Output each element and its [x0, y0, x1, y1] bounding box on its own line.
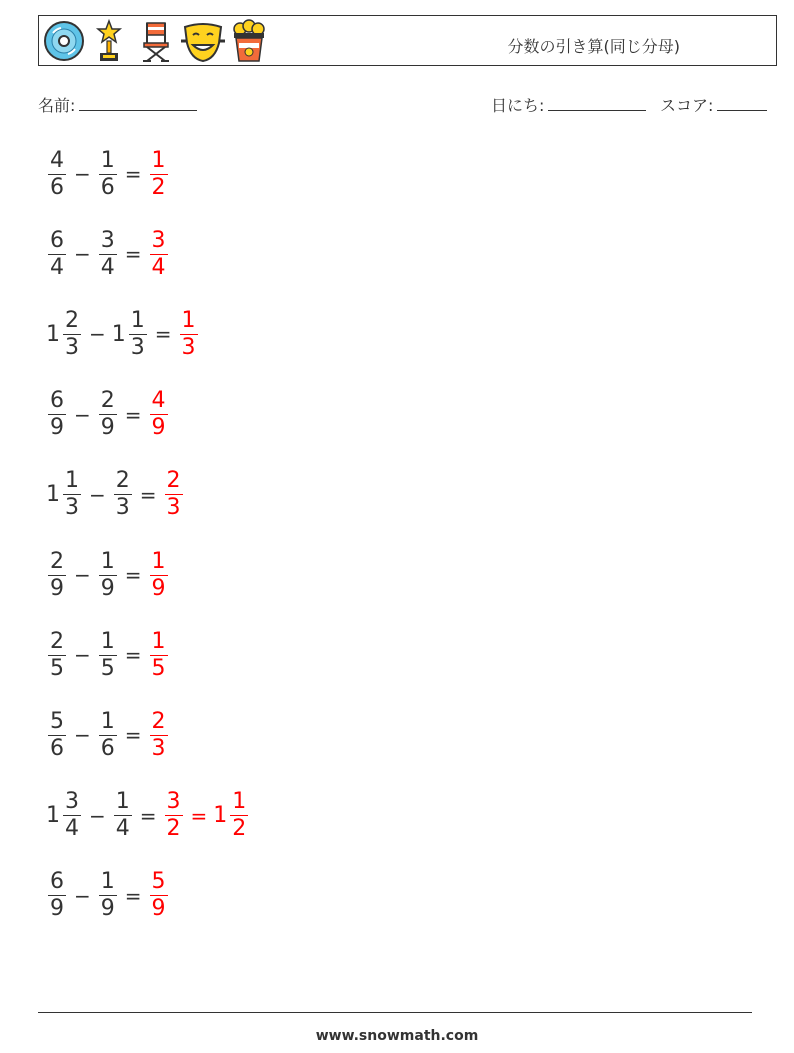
numerator: 2 — [50, 628, 64, 654]
star-trophy-icon — [89, 19, 133, 63]
theater-mask-icon — [181, 19, 225, 63]
equals-sign: = — [124, 723, 142, 748]
date-blank[interactable] — [548, 109, 646, 111]
denominator: 9 — [50, 575, 64, 601]
answer-fraction — [165, 789, 183, 842]
minus-sign: − — [74, 242, 91, 267]
cd-disc-icon — [43, 19, 87, 63]
date-field — [491, 93, 646, 116]
first-whole-number: 1 — [46, 803, 60, 829]
first-whole-number: 1 — [46, 321, 60, 347]
score-field — [660, 93, 767, 116]
first-fraction — [63, 308, 81, 361]
answer — [148, 869, 170, 922]
numerator: 5 — [50, 708, 64, 734]
first-fraction — [48, 709, 66, 762]
second-fraction — [99, 549, 117, 602]
denominator: 9 — [100, 415, 115, 441]
equals-sign: = — [124, 162, 142, 186]
numerator: 3 — [65, 789, 79, 815]
numerator: 4 — [50, 147, 64, 173]
answer — [163, 789, 251, 842]
problem-row — [46, 545, 170, 605]
numerator: 1 — [100, 869, 115, 895]
numerator: 3 — [166, 789, 181, 815]
equals-sign: = — [154, 322, 172, 347]
minus-sign: − — [74, 723, 91, 748]
second-fraction — [114, 468, 132, 521]
first-fraction — [48, 869, 66, 922]
numerator: 6 — [50, 227, 64, 253]
numerator: 5 — [151, 869, 166, 895]
score-label: スコア: — [660, 96, 714, 115]
denominator: 2 — [151, 174, 166, 200]
denominator: 3 — [151, 735, 166, 761]
denominator: 9 — [100, 896, 115, 922]
answer-fraction — [150, 709, 168, 762]
denominator: 3 — [65, 334, 79, 360]
denominator: 2 — [166, 816, 181, 842]
worksheet-header — [38, 15, 777, 66]
answer — [148, 709, 170, 762]
answer — [163, 468, 185, 521]
minus-sign: − — [74, 883, 91, 908]
footer-url: www.snowmath.com — [315, 1028, 479, 1044]
numerator: 1 — [232, 789, 247, 815]
denominator: 9 — [50, 415, 64, 441]
numerator: 1 — [151, 628, 166, 654]
denominator: 4 — [151, 254, 166, 280]
denominator: 5 — [151, 655, 166, 681]
first-whole-number: 1 — [46, 482, 60, 508]
numerator: 6 — [50, 869, 64, 895]
numerator: 1 — [100, 708, 115, 734]
numerator: 1 — [115, 789, 130, 815]
first-fraction — [48, 228, 66, 281]
numerator: 2 — [100, 388, 115, 414]
numerator: 1 — [100, 548, 115, 574]
first-fraction — [63, 789, 81, 842]
denominator: 3 — [65, 495, 79, 521]
equals-sign: = — [139, 803, 157, 828]
name-label: 名前: — [38, 96, 76, 115]
numerator: 1 — [151, 147, 166, 173]
problem-row — [46, 385, 170, 445]
minus-sign: − — [74, 402, 91, 427]
second-whole-number: 1 — [111, 321, 126, 347]
name-blank[interactable] — [79, 109, 197, 111]
second-fraction — [99, 709, 117, 762]
denominator: 3 — [130, 334, 145, 360]
second-fraction — [99, 869, 117, 922]
numerator: 1 — [100, 628, 115, 654]
answer-fraction — [150, 549, 168, 602]
denominator: 5 — [100, 655, 115, 681]
problem-row — [46, 465, 185, 525]
answer-fraction — [150, 148, 168, 201]
problem-row — [46, 705, 170, 765]
denominator: 4 — [65, 816, 79, 842]
footer-divider — [38, 1012, 752, 1013]
numerator: 2 — [151, 708, 166, 734]
numerator: 3 — [151, 227, 166, 253]
first-fraction — [63, 468, 81, 521]
answer-fraction — [150, 228, 168, 281]
second-fraction — [99, 228, 117, 281]
minus-sign: − — [74, 643, 91, 668]
denominator: 9 — [151, 896, 166, 922]
first-fraction — [48, 388, 66, 441]
minus-sign: − — [74, 162, 91, 186]
answer — [148, 549, 170, 602]
denominator: 2 — [232, 816, 247, 842]
equals-sign: = — [124, 242, 142, 267]
answer — [148, 388, 170, 441]
denominator: 9 — [50, 896, 64, 922]
numerator: 2 — [166, 468, 181, 494]
denominator: 4 — [50, 254, 64, 280]
denominator: 9 — [151, 575, 166, 601]
first-fraction — [48, 629, 66, 682]
numerator: 1 — [130, 307, 145, 333]
answer-equals-sign: = — [190, 803, 208, 828]
date-label: 日にち: — [491, 96, 545, 115]
denominator: 4 — [115, 816, 130, 842]
problem-row — [46, 786, 250, 846]
minus-sign: − — [89, 803, 106, 828]
answer-fraction — [165, 468, 183, 521]
denominator: 6 — [100, 174, 115, 200]
answer-mixed-fraction — [230, 789, 248, 842]
answer-fraction — [180, 308, 198, 361]
answer — [148, 228, 170, 281]
answer-fraction — [150, 869, 168, 922]
second-fraction — [99, 148, 117, 201]
problem-row — [46, 625, 170, 685]
denominator: 9 — [151, 415, 166, 441]
denominator: 9 — [100, 575, 115, 601]
numerator: 4 — [151, 388, 166, 414]
equals-sign: = — [139, 482, 157, 507]
answer-fraction — [150, 629, 168, 682]
equals-sign: = — [124, 883, 142, 908]
worksheet-title: 分数の引き算(同じ分母) — [507, 37, 680, 56]
denominator: 3 — [166, 495, 181, 521]
denominator: 6 — [50, 174, 64, 200]
popcorn-icon — [227, 19, 271, 63]
answer — [148, 629, 170, 682]
name-field — [38, 93, 197, 116]
second-fraction — [129, 308, 147, 361]
answer-whole-number: 1 — [213, 803, 228, 829]
second-fraction — [99, 388, 117, 441]
denominator: 6 — [100, 735, 115, 761]
denominator: 3 — [181, 334, 196, 360]
numerator: 2 — [50, 548, 64, 574]
first-fraction — [48, 549, 66, 602]
answer-fraction — [150, 388, 168, 441]
denominator: 4 — [100, 254, 115, 280]
numerator: 2 — [65, 307, 79, 333]
equals-sign: = — [124, 563, 142, 587]
problem-row — [46, 144, 170, 204]
answer — [148, 148, 170, 201]
minus-sign: − — [89, 482, 106, 507]
answer — [178, 308, 200, 361]
numerator: 1 — [65, 468, 79, 494]
minus-sign: − — [74, 563, 91, 587]
first-fraction — [48, 148, 66, 201]
denominator: 5 — [50, 655, 64, 681]
equals-sign: = — [124, 402, 142, 427]
score-blank[interactable] — [717, 109, 767, 111]
problem-row — [46, 304, 200, 364]
denominator: 6 — [50, 735, 64, 761]
numerator: 2 — [115, 468, 130, 494]
problem-row — [46, 866, 170, 926]
equals-sign: = — [124, 643, 142, 668]
second-fraction — [99, 629, 117, 682]
numerator: 1 — [151, 548, 166, 574]
numerator: 1 — [181, 307, 196, 333]
numerator: 3 — [100, 227, 115, 253]
numerator: 1 — [100, 147, 115, 173]
problem-row — [46, 224, 170, 284]
minus-sign: − — [89, 322, 106, 347]
director-chair-icon — [135, 19, 179, 63]
denominator: 3 — [115, 495, 130, 521]
second-fraction — [114, 789, 132, 842]
numerator: 6 — [50, 388, 64, 414]
